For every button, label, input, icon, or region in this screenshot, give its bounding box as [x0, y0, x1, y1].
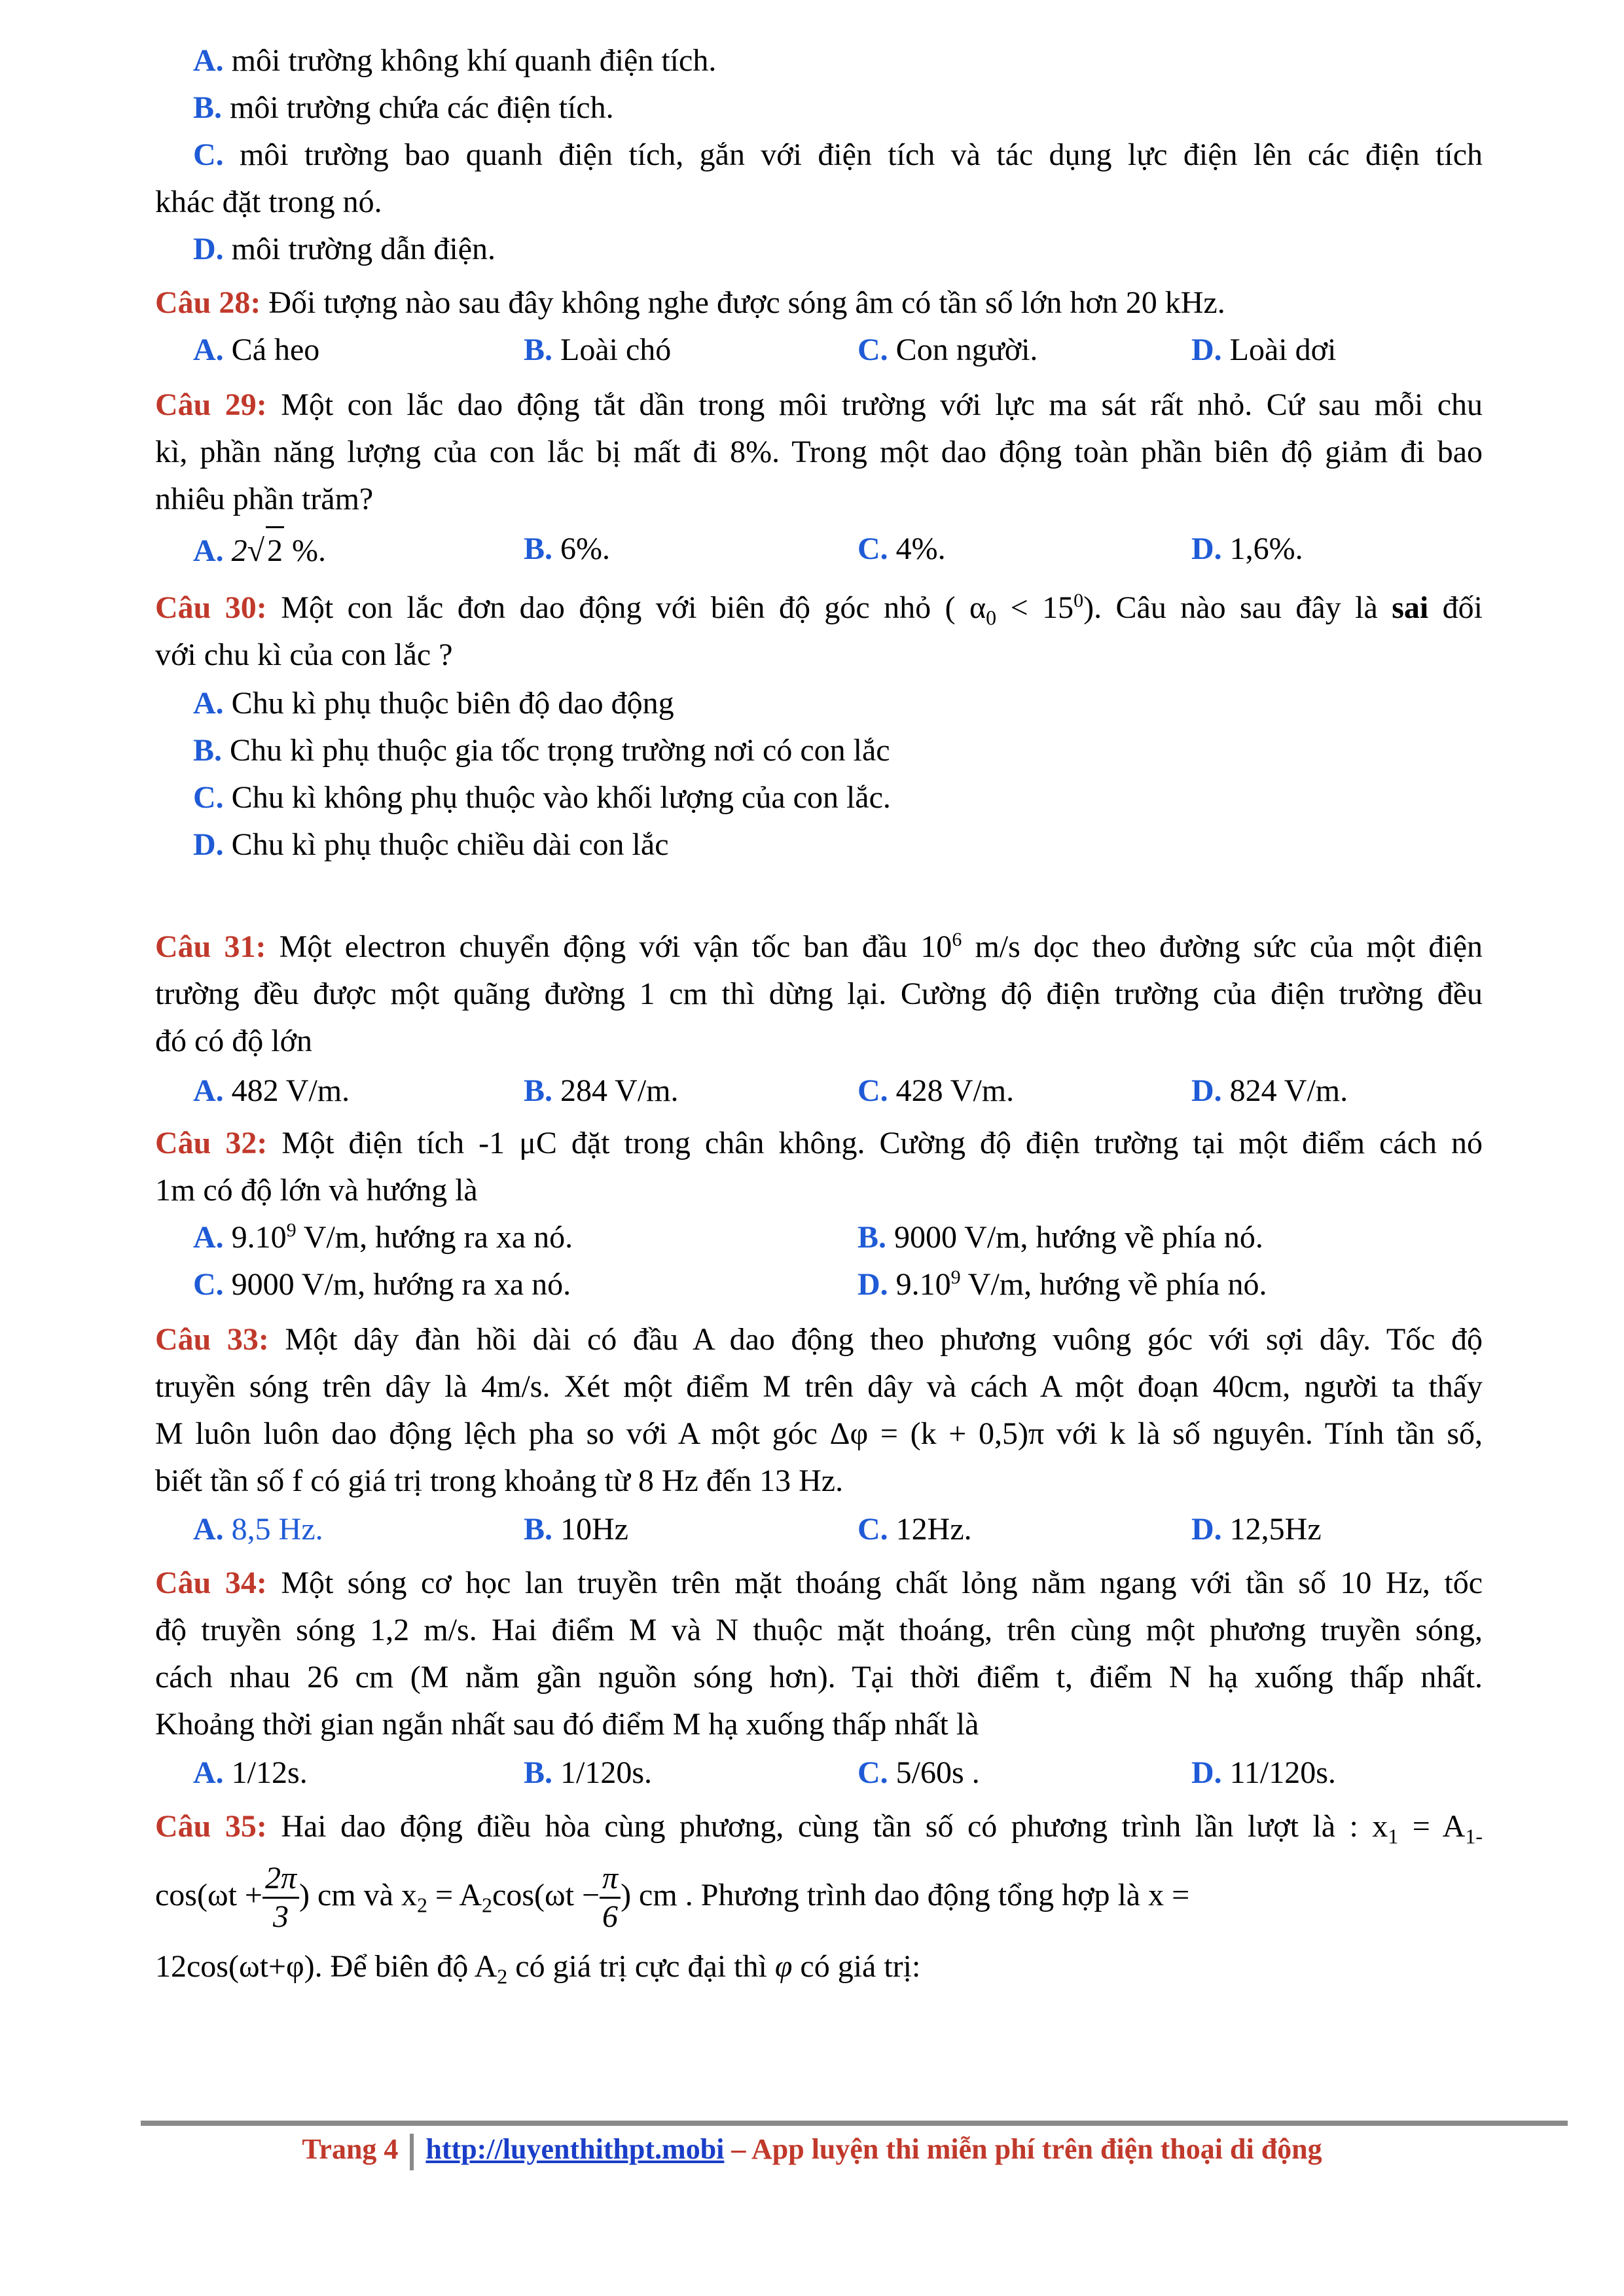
footer-tagline: – App luyện thi miễn phí trên điện thoại di động: [724, 2133, 1322, 2165]
q29-option-b: B. 6%.: [524, 531, 610, 566]
question-31: Câu 31: Một electron chuyển động với vận tốc ban đầu $10^6$ m/s dọc theo đường sức của một điện: [155, 929, 1483, 964]
q29-option-c: C. 4%.: [857, 531, 946, 566]
question-34-line2: độ truyền sóng 1,2 m/s. Hai điểm M và N thuộc mặt thoáng, trên cùng một phương truyền sóng,: [155, 1613, 1483, 1647]
option-a: A. môi trường không khí quanh điện tích.: [193, 43, 717, 78]
q30-option-d: D. Chu kì phụ thuộc chiều dài con lắc: [193, 827, 669, 862]
q32-option-c: C. 9000 V/m, hướng ra xa nó.: [193, 1267, 571, 1302]
footer-separator: [410, 2134, 414, 2170]
question-35-line2: cos(ωt + $\frac{2\pi}{3}$ ) cm và $x_2 = A_2\cos(\omega t$ − $\frac{\pi}{6}$ ) cm . Phương trình dao động tổng hợp là x =: [155, 1861, 1190, 1935]
q32-option-d: D. 9.10$^9$ V/m, hướng về phía nó.: [857, 1266, 1267, 1302]
footer-link[interactable]: http://luyenthithpt.mobi: [425, 2133, 725, 2165]
q34-option-b: B. 1/120s.: [524, 1755, 653, 1790]
question-33: Câu 33: Một dây đàn hồi dài có đầu A dao động theo phương vuông góc với sợi dây. Tốc độ: [155, 1322, 1483, 1357]
q30-option-c: C. Chu kì không phụ thuộc vào khối lượng của con lắc.: [193, 780, 891, 815]
question-34-line4: Khoảng thời gian ngắn nhất sau đó điểm M hạ xuống thấp nhất là: [155, 1707, 979, 1742]
q28-option-c: C. Con người.: [857, 332, 1038, 367]
q33-option-d: D. 12,5Hz: [1191, 1512, 1322, 1547]
q34-option-d: D. 11/120s.: [1191, 1755, 1336, 1790]
q33-option-a: A. 8,5 Hz.: [193, 1512, 323, 1547]
q28-option-d: D. Loài dơi: [1191, 332, 1337, 367]
option-c: C. môi trường bao quanh điện tích, gắn với điện tích và tác dụng lực điện lên các điện tích: [193, 137, 1483, 172]
q31-option-b: B. 284 V/m.: [524, 1073, 679, 1108]
question-34: Câu 34: Một sóng cơ học lan truyền trên mặt thoáng chất lỏng nằm ngang với tần số 10 Hz, tốc: [155, 1566, 1483, 1600]
q29-option-d: D. 1,6%.: [1191, 531, 1303, 566]
footer-rule: [141, 2121, 1568, 2126]
question-32: Câu 32: Một điện tích -1 μC đặt trong chân không. Cường độ điện trường tại một điểm cách nó: [155, 1126, 1483, 1160]
q31-option-d: D. 824 V/m.: [1191, 1073, 1348, 1108]
question-33-line2: truyền sóng trên dây là 4m/s. Xét một điểm M trên dây và cách A một đoạn 40cm, người ta thấy: [155, 1369, 1483, 1404]
fraction-2pi-over-3: $\frac{2\pi}{3}$: [262, 1860, 299, 1935]
option-c-continuation: khác đặt trong nó.: [155, 185, 382, 219]
q30-option-a: A. Chu kì phụ thuộc biên độ dao động: [193, 686, 674, 721]
q28-option-b: B. Loài chó: [524, 332, 672, 367]
question-35: Câu 35: Hai dao động điều hòa cùng phương, cùng tần số có phương trình lần lượt là : $x_1 = A_{1-}$: [155, 1809, 1483, 1848]
q31-option-c: C. 428 V/m.: [857, 1073, 1015, 1108]
fraction-pi-over-6: $\frac{\pi}{6}$: [600, 1860, 621, 1935]
q34-option-a: A. 1/12s.: [193, 1755, 308, 1790]
q32-option-b: B. 9000 V/m, hướng về phía nó.: [857, 1220, 1263, 1255]
question-31-line3: đó có độ lớn: [155, 1024, 313, 1058]
q28-option-a: A. Cá heo: [193, 332, 320, 367]
q33-option-b: B. 10Hz: [524, 1512, 628, 1547]
question-28: Câu 28: Đối tượng nào sau đây không nghe được sóng âm có tần số lớn hơn 20 kHz.: [155, 285, 1225, 320]
question-29: Câu 29: Một con lắc dao động tắt dần trong môi trường với lực ma sát rất nhỏ. Cứ sau mỗi chu: [155, 387, 1483, 422]
question-32-line2: 1m có độ lớn và hướng là: [155, 1173, 478, 1208]
question-33-line4: biết tần số f có giá trị trong khoảng từ 8 Hz đến 13 Hz.: [155, 1463, 844, 1498]
question-33-line3: M luôn luôn dao động lệch pha so với A một góc Δφ = (k + 0,5)π với k là số nguyên. Tính tần số,: [155, 1416, 1483, 1451]
question-30: Câu 30: Một con lắc đơn dao động với biên độ góc nhỏ ( $\alpha_0 < 15^0$). Câu nào sau đây là sai đối: [155, 590, 1483, 630]
q33-option-c: C. 12Hz.: [857, 1512, 972, 1547]
question-35-line3: 12cos(ωt+φ). Để biên độ $A_2$ có giá trị cực đại thì φ có giá trị:: [155, 1949, 921, 1988]
option-b: B. môi trường chứa các điện tích.: [193, 90, 614, 125]
q31-option-a: A. 482 V/m.: [193, 1073, 350, 1108]
q30-option-b: B. Chu kì phụ thuộc gia tốc trọng trường nơi có con lắc: [193, 733, 890, 768]
q32-option-a: A. 9.10$^9$ V/m, hướng ra xa nó.: [193, 1219, 573, 1255]
footer: [0, 2132, 1624, 2170]
question-29-line2: kì, phần năng lượng của con lắc bị mất đi 8%. Trong một dao động toàn phần biên độ giảm đi bao: [155, 435, 1483, 469]
q29-option-a: A. 2√2 %.: [193, 526, 326, 574]
option-d: D. môi trường dẫn điện.: [193, 232, 496, 266]
question-34-line3: cách nhau 26 cm (M nằm gần nguồn sóng hơn). Tại thời điểm t, điểm N hạ xuống thấp nhất.: [155, 1660, 1483, 1695]
page-number: Trang 4: [302, 2133, 399, 2165]
question-30-line2: với chu kì của con lắc ?: [155, 637, 453, 672]
q34-option-c: C. 5/60s .: [857, 1755, 980, 1790]
question-29-line3: nhiêu phần trăm?: [155, 482, 374, 516]
question-31-line2: trường đều được một quãng đường 1 cm thì dừng lại. Cường độ điện trường của điện trường đều: [155, 977, 1483, 1011]
